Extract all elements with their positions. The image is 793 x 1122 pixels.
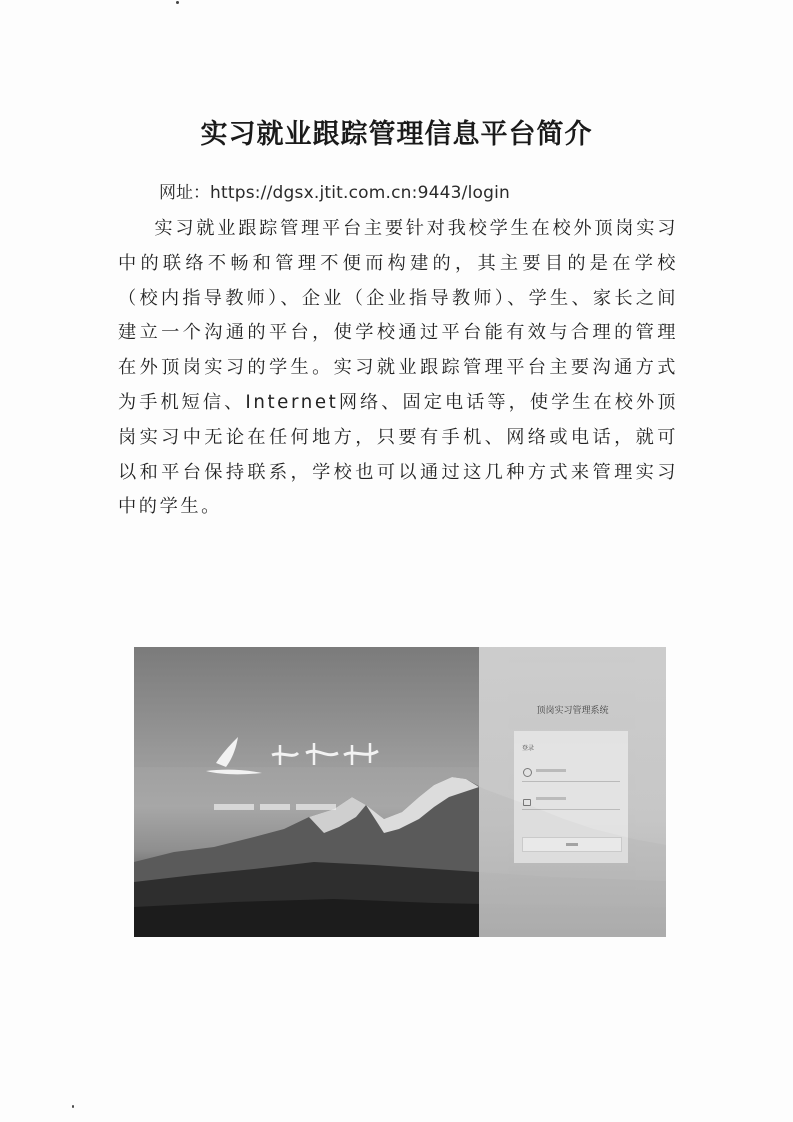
url-link[interactable]: https://dgsx.jtit.com.cn:9443/login: [210, 183, 510, 203]
password-placeholder: [536, 797, 566, 800]
login-heading: 登录: [522, 745, 535, 752]
scan-speck: [72, 1105, 74, 1108]
login-button[interactable]: [522, 837, 622, 852]
document-title: 实习就业跟踪管理信息平台简介: [200, 119, 593, 150]
url-line: [159, 178, 510, 203]
username-field[interactable]: [522, 765, 620, 782]
lock-icon: [523, 799, 531, 806]
username-placeholder: [536, 769, 566, 772]
school-slogan: [214, 795, 364, 801]
intro-paragraph: 实习就业跟踪管理平台主要针对我校学生在校外顶岗实习中的联络不畅和管理不便而构建的，其主要目的是在学校（校内指导教师）、企业（企业指导教师）、学生、家长之间建立一个沟通的平台，使学校通过平台能有效与合理的管理在外顶岗实习的学生。实习就业跟踪管理平台主要沟通方式为手机短信、Internet网络、固定电话等，使学生在校外顶岗实习中无论在任何地方，只要有手机、网络或电话，就可以和平台保持联系，学校也可以通过这几种方式来管理实习中的学生。: [118, 218, 678, 518]
url-label: 网址：: [159, 183, 210, 203]
scan-speck: [176, 1, 179, 4]
system-title: 顶岗实习管理系统: [536, 706, 609, 716]
user-icon: [523, 768, 532, 777]
login-panel: [479, 647, 666, 937]
login-page-screenshot: [134, 647, 666, 937]
school-logo: [202, 733, 402, 793]
login-form: [514, 731, 628, 863]
password-field[interactable]: [522, 793, 620, 810]
